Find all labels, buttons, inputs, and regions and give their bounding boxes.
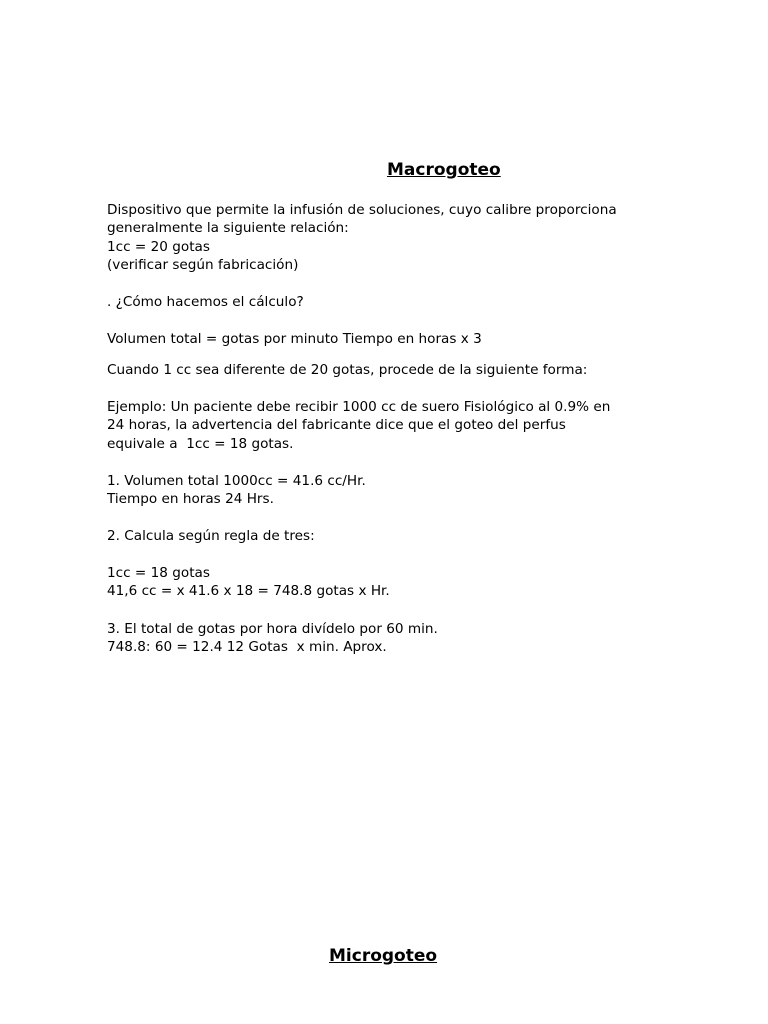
text-line: 1cc = 18 gotas xyxy=(107,565,210,581)
text-line: Cuando 1 cc sea diferente de 20 gotas, procede de la siguiente forma: xyxy=(107,362,588,378)
step-line: 3. El total de gotas por hora divídelo por 60 min. xyxy=(107,621,438,637)
text-line: Dispositivo que permite la infusión de soluciones, cuyo calibre proporciona xyxy=(107,202,617,218)
text-line: Tiempo en horas 24 Hrs. xyxy=(107,491,274,507)
text-line: (verificar según fabricación) xyxy=(107,257,299,273)
text-line: 24 horas, la advertencia del fabricante dice que el goteo del perfus xyxy=(107,417,566,433)
text-line: 41,6 cc = x 41.6 x 18 = 748.8 gotas x Hr. xyxy=(107,583,390,599)
heading-microgoteo: Microgoteo xyxy=(329,946,438,966)
text-line: 748.8: 60 = 12.4 12 Gotas x min. Aprox. xyxy=(107,639,387,655)
formula-line: Volumen total = gotas por minuto Tiempo en horas x 3 xyxy=(107,331,482,347)
text-line: . ¿Cómo hacemos el cálculo? xyxy=(107,294,304,310)
heading-macrogoteo: Macrogoteo xyxy=(387,160,501,180)
step-line: 2. Calcula según regla de tres: xyxy=(107,528,315,544)
text-line: generalmente la siguiente relación: xyxy=(107,220,349,236)
text-line: Ejemplo: Un paciente debe recibir 1000 cc de suero Fisiológico al 0.9% en xyxy=(107,399,611,415)
text-line: 1cc = 20 gotas xyxy=(107,239,210,255)
step-line: 1. Volumen total 1000cc = 41.6 cc/Hr. xyxy=(107,473,366,489)
text-line: equivale a 1cc = 18 gotas. xyxy=(107,436,294,452)
